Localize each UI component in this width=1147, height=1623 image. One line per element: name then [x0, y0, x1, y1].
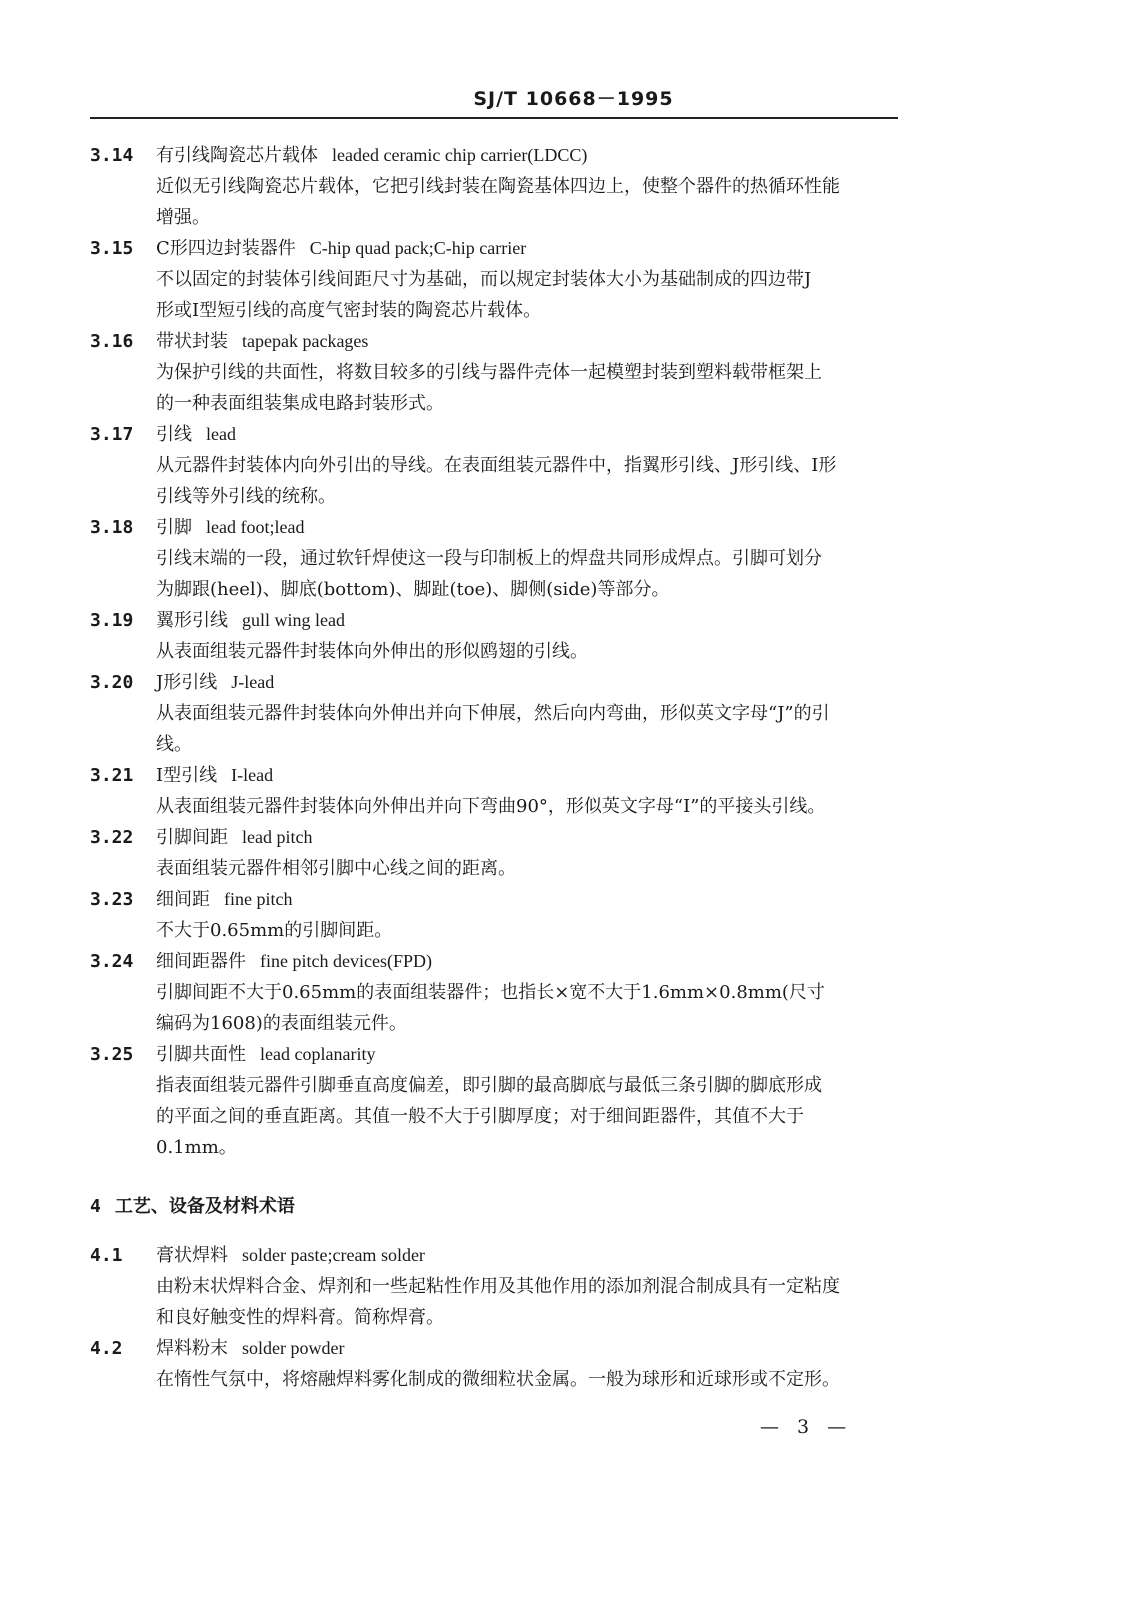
term-entry [90, 667, 910, 760]
term-definition-line: 编码为1608)的表面组装元件。 [156, 1013, 407, 1034]
section-title: 工艺、设备及材料术语 [114, 1196, 295, 1217]
term-number: 3.21 [90, 765, 134, 786]
term-definition-line: 引脚间距不大于0.65mm的表面组装器件；也指长×宽不大于1.6mm×0.8mm(尺寸 [156, 982, 825, 1003]
term-heading [156, 1240, 425, 1271]
term-number: 3.20 [90, 672, 134, 693]
term-english: lead pitch [242, 827, 313, 847]
term-entry [90, 1333, 910, 1395]
term-line [90, 760, 910, 791]
term-chinese: C形四边封装器件 [156, 238, 296, 259]
term-entry [90, 326, 910, 419]
term-definition-line: 从元器件封装体内向外引出的导线。在表面组装元器件中，指翼形引线、J形引线、I形 [156, 455, 837, 476]
term-number: 3.14 [90, 145, 134, 166]
header-rule [90, 117, 898, 119]
term-english: fine pitch [224, 889, 293, 909]
term-line [90, 884, 910, 915]
term-entry [90, 1240, 910, 1333]
term-line [90, 140, 910, 171]
section-number: 4 [90, 1196, 101, 1217]
term-chinese: J形引线 [156, 672, 218, 693]
term-definition-line: 近似无引线陶瓷芯片载体，它把引线封装在陶瓷基体四边上，使整个器件的热循环性能 [156, 176, 840, 197]
term-chinese: 膏状焊料 [156, 1245, 228, 1266]
term-number: 3.24 [90, 951, 134, 972]
page-number: — 3 — [760, 1416, 853, 1438]
term-number: 3.18 [90, 517, 134, 538]
term-number: 3.16 [90, 331, 134, 352]
term-line [90, 1240, 910, 1271]
term-definition-line: 线。 [156, 734, 192, 755]
term-line [90, 512, 910, 543]
term-english: solder powder [242, 1338, 345, 1358]
term-definition-line: 为脚跟(heel)、脚底(bottom)、脚趾(toe)、脚侧(side)等部分。 [156, 579, 670, 600]
term-line [90, 822, 910, 853]
term-definition-line: 的一种表面组装集成电路封装形式。 [156, 393, 444, 414]
term-definition-line: 不大于0.65mm的引脚间距。 [156, 920, 393, 941]
term-definition-line: 从表面组装元器件封装体向外伸出并向下弯曲90°，形似英文字母“I”的平接头引线。 [156, 796, 826, 817]
term-heading [156, 140, 587, 171]
term-definition-line: 为保护引线的共面性，将数目较多的引线与器件壳体一起模塑封装到塑料载带框架上 [156, 362, 822, 383]
standard-id-header: SJ/T 10668－1995 [473, 88, 674, 110]
term-english: solder paste;cream solder [242, 1245, 425, 1265]
terms-list-section-4 [90, 1240, 910, 1395]
term-english: lead coplanarity [260, 1044, 376, 1064]
term-definition-line: 形或I型短引线的高度气密封装的陶瓷芯片载体。 [156, 300, 542, 321]
term-number: 3.17 [90, 424, 134, 445]
term-heading [156, 605, 345, 636]
term-english: J-lead [231, 672, 275, 692]
term-definition-line: 指表面组装元器件引脚垂直高度偏差，即引脚的最高脚底与最低三条引脚的脚底形成 [156, 1075, 822, 1096]
term-heading [156, 419, 236, 450]
term-heading [156, 667, 274, 698]
term-chinese: 引线 [156, 424, 192, 445]
term-number: 3.23 [90, 889, 134, 910]
term-english: gull wing lead [242, 610, 345, 630]
term-line [90, 605, 910, 636]
term-definition-line: 的平面之间的垂直距离。其值一般不大于引脚厚度；对于细间距器件，其值不大于 [156, 1106, 804, 1127]
term-chinese: 细间距器件 [156, 951, 246, 972]
term-chinese: 引脚间距 [156, 827, 228, 848]
term-number: 4.1 [90, 1245, 123, 1266]
term-number: 4.2 [90, 1338, 123, 1359]
term-line [90, 419, 910, 450]
term-english: lead foot;lead [206, 517, 305, 537]
term-line [90, 1333, 910, 1364]
term-chinese: 翼形引线 [156, 610, 228, 631]
term-definition-line: 由粉末状焊料合金、焊剂和一些起粘性作用及其他作用的添加剂混合制成具有一定粘度 [156, 1276, 840, 1297]
term-entry [90, 946, 910, 1039]
term-entry [90, 233, 910, 326]
term-line [90, 326, 910, 357]
term-line [90, 1039, 910, 1070]
term-entry [90, 760, 910, 822]
term-number: 3.15 [90, 238, 134, 259]
term-line [90, 233, 910, 264]
term-definition-line: 不以固定的封装体引线间距尺寸为基础，而以规定封装体大小为基础制成的四边带J [156, 269, 812, 290]
term-definition-line: 表面组装元器件相邻引脚中心线之间的距离。 [156, 858, 516, 879]
term-heading [156, 760, 273, 791]
term-english: fine pitch devices(FPD) [260, 951, 432, 971]
term-chinese: 焊料粉末 [156, 1338, 228, 1359]
term-heading [156, 822, 312, 853]
term-entry [90, 1039, 910, 1163]
term-chinese: 引脚共面性 [156, 1044, 246, 1065]
term-heading [156, 233, 526, 264]
term-heading [156, 1333, 344, 1364]
term-heading [156, 512, 304, 543]
term-definition-line: 0.1mm。 [156, 1137, 237, 1158]
term-entry [90, 884, 910, 946]
term-line [90, 946, 910, 977]
term-definition-line: 引线末端的一段，通过软钎焊使这一段与印制板上的焊盘共同形成焊点。引脚可划分 [156, 548, 822, 569]
term-heading [156, 884, 292, 915]
term-english: tapepak packages [242, 331, 369, 351]
term-number: 3.19 [90, 610, 134, 631]
term-definition-line: 在惰性气氛中，将熔融焊料雾化制成的微细粒状金属。一般为球形和近球形或不定形。 [156, 1369, 840, 1390]
term-entry [90, 140, 910, 233]
term-english: leaded ceramic chip carrier(LDCC) [332, 145, 588, 165]
terms-list-section-3 [90, 140, 910, 1163]
term-definition-line: 从表面组装元器件封装体向外伸出并向下伸展，然后向内弯曲，形似英文字母“J”的引 [156, 703, 830, 724]
term-english: I-lead [231, 765, 274, 785]
term-definition-line: 从表面组装元器件封装体向外伸出的形似鸥翅的引线。 [156, 641, 588, 662]
term-entry [90, 419, 910, 512]
term-chinese: 带状封装 [156, 331, 228, 352]
term-chinese: I型引线 [156, 765, 218, 786]
term-english: C-hip quad pack;C-hip carrier [309, 238, 527, 258]
section-heading [90, 1191, 910, 1222]
term-definition-line: 引线等外引线的统称。 [156, 486, 336, 507]
term-entry [90, 605, 910, 667]
term-heading [156, 326, 368, 357]
term-heading [156, 1039, 375, 1070]
term-chinese: 细间距 [156, 889, 210, 910]
term-chinese: 有引线陶瓷芯片载体 [156, 145, 318, 166]
term-chinese: 引脚 [156, 517, 192, 538]
term-heading [156, 946, 432, 977]
term-entry [90, 822, 910, 884]
term-line [90, 667, 910, 698]
term-definition-line: 增强。 [156, 207, 210, 228]
term-definition-line: 和良好触变性的焊料膏。简称焊膏。 [156, 1307, 444, 1328]
term-english: lead [206, 424, 236, 444]
term-entry [90, 512, 910, 605]
term-number: 3.25 [90, 1044, 134, 1065]
term-number: 3.22 [90, 827, 134, 848]
document-body [90, 140, 910, 1395]
